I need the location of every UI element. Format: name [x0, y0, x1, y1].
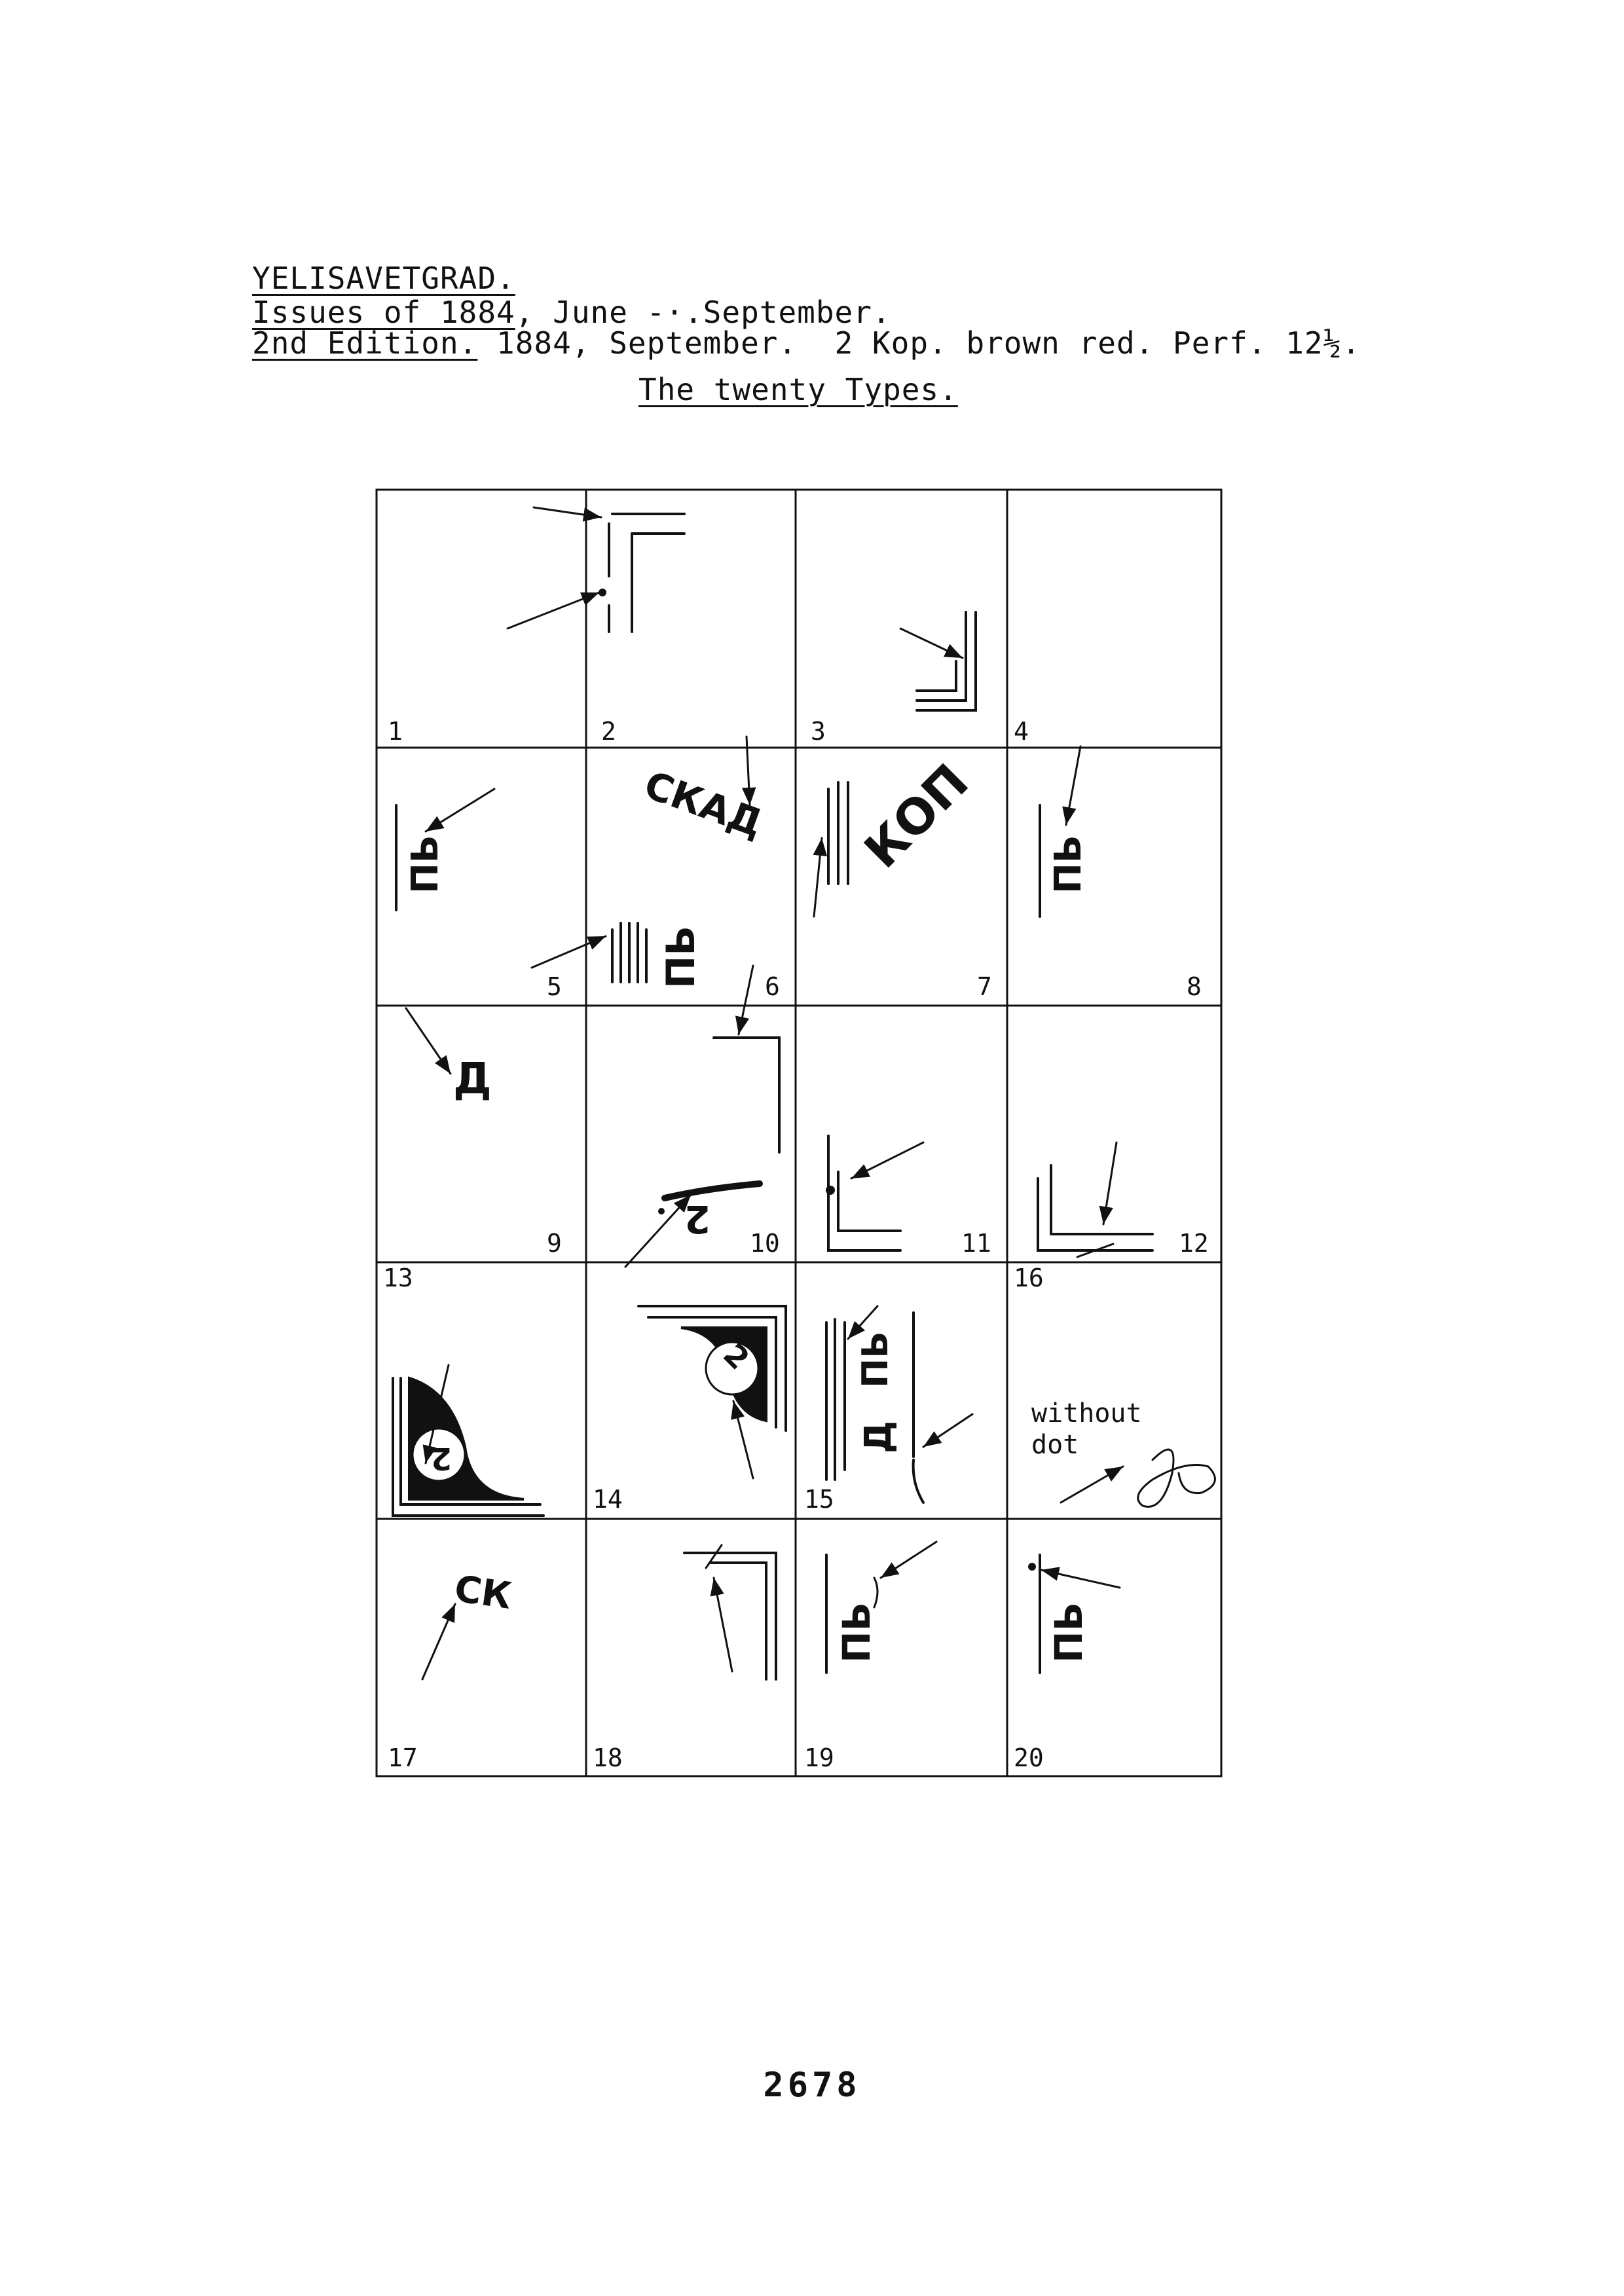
- type-number-4: 4: [1014, 717, 1029, 746]
- subtitle: The twenty Types.: [638, 372, 958, 407]
- type-number-1: 1: [388, 717, 403, 746]
- type-16-note-dot: dot: [1031, 1430, 1079, 1460]
- edition-lead: 2nd Edition.: [252, 325, 478, 361]
- type-number-12: 12: [1179, 1229, 1209, 1258]
- type-number-19: 19: [804, 1743, 834, 1772]
- type-10-numeral: 2: [684, 1197, 710, 1241]
- type-8-letters: ПЬ: [1047, 835, 1090, 894]
- type-16-note-without: without: [1031, 1398, 1142, 1429]
- type-16-mark: [1061, 1449, 1215, 1506]
- type-number-8: 8: [1187, 972, 1202, 1001]
- type-18-mark: [684, 1545, 776, 1679]
- issues-lead: Issues of 1884: [252, 295, 515, 330]
- type-15-letter-d: Д: [857, 1421, 900, 1453]
- type-number-9: 9: [547, 1229, 562, 1258]
- type-number-3: 3: [811, 717, 826, 746]
- type-5-letters: ПЬ: [404, 835, 447, 894]
- issues-rest: , June -·.September.: [515, 295, 891, 330]
- type-7-mark: [814, 782, 848, 917]
- type-number-20: 20: [1014, 1743, 1044, 1772]
- type-3-corner-mark: [900, 612, 976, 710]
- type-13-numeral: 2: [430, 1441, 452, 1476]
- type-number-18: 18: [593, 1743, 623, 1772]
- type-17-letters-sk: СК: [452, 1567, 515, 1618]
- type-11-mark: [826, 1136, 923, 1250]
- type-9-mark: [406, 1008, 451, 1074]
- type-number-15: 15: [804, 1485, 834, 1514]
- type-15-mark: [826, 1306, 972, 1503]
- type-number-14: 14: [593, 1485, 623, 1514]
- edition-rest: 1884, September. 2 Kop. brown red. Perf. 12½.: [477, 325, 1361, 361]
- type-number-17: 17: [388, 1743, 418, 1772]
- page-number: 2678: [763, 2066, 861, 2105]
- place-title: YELISAVETGRAD.: [252, 261, 515, 296]
- type-13-ornament: [393, 1365, 544, 1516]
- type-number-10: 10: [750, 1229, 780, 1258]
- type-number-11: 11: [961, 1229, 991, 1258]
- type-20-letters: ПЬ: [1046, 1602, 1091, 1663]
- type-19-letters: ПЬ: [834, 1602, 879, 1663]
- type-number-13: 13: [383, 1264, 413, 1292]
- type-number-2: 2: [601, 717, 616, 746]
- type-7-letters-kop: КОП: [853, 753, 980, 879]
- type-number-6: 6: [765, 972, 780, 1001]
- type-number-16: 16: [1014, 1264, 1044, 1292]
- type-9-letter-d: Д: [453, 1053, 492, 1104]
- type-14-ornament: [638, 1306, 786, 1478]
- type-14-numeral: 2: [716, 1336, 757, 1377]
- type-2-corner-mark: [507, 507, 684, 632]
- type-number-5: 5: [547, 972, 562, 1001]
- type-number-7: 7: [977, 972, 992, 1001]
- type-6-letters-pb: ПЬ: [658, 926, 704, 989]
- type-15-letters-pb: ПЬ: [855, 1331, 896, 1388]
- type-6-letters-skad: СКАД: [638, 762, 769, 846]
- type-17-mark: [422, 1604, 455, 1679]
- type-12-mark: [1038, 1142, 1153, 1257]
